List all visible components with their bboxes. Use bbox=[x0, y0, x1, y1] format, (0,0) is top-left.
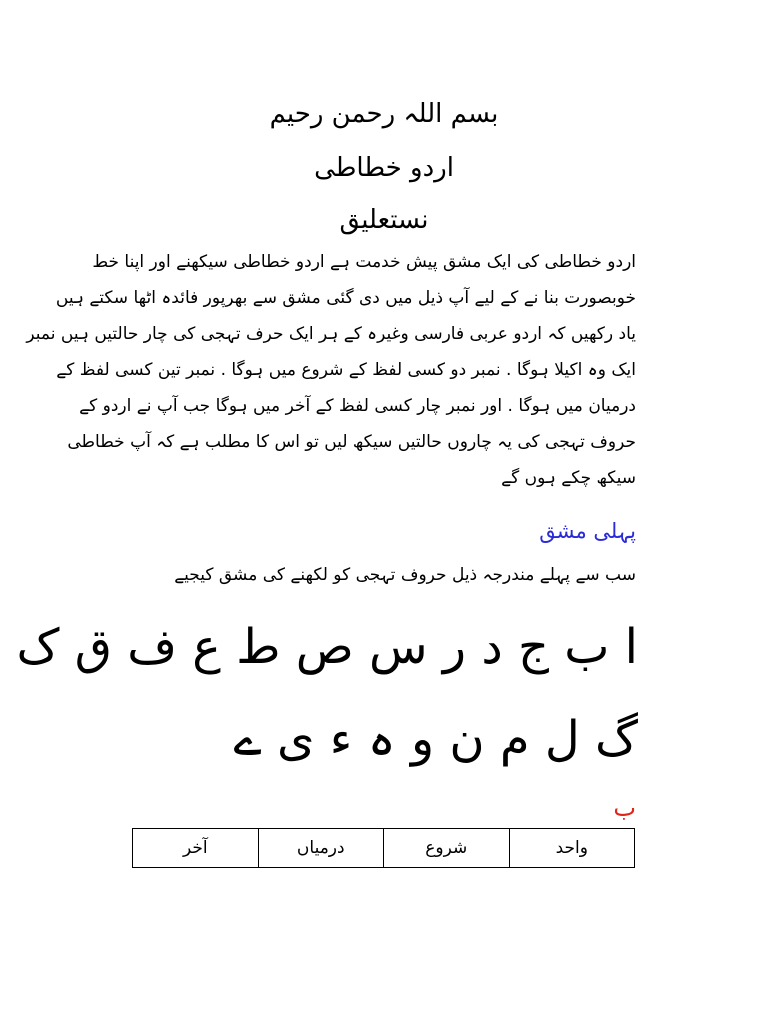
intro-line: درمیان میں ہوگا . اور نمبر چار کسی لفظ کے آخر میں ہوگا جب آپ نے اردو کے bbox=[79, 396, 636, 416]
letter-label: ب bbox=[613, 794, 636, 822]
table-header-cell: شروع bbox=[384, 829, 510, 868]
exercise-instruction: سب سے پہلے مندرجہ ذیل حروف تہجی کو لکھنے کی مشق کیجیے bbox=[174, 565, 636, 585]
exercise-heading: پہلی مشق bbox=[539, 519, 636, 543]
intro-line: اردو خطاطی کی ایک مشق پیش خدمت ہے اردو خطاطی سیکھنے اور اپنا خط bbox=[92, 252, 636, 272]
table-header-cell: واحد bbox=[509, 829, 635, 868]
intro-line: خوبصورت بنا نے کے لیے آپ ذیل میں دی گئی مشق سے بھرپور فائدہ اٹھا سکتے ہیں bbox=[55, 288, 636, 308]
table-header-cell: آخر bbox=[133, 829, 259, 868]
table-header-cell: درمیاں bbox=[258, 829, 384, 868]
intro-line: یاد رکھیں کہ اردو عربی فارسی وغیرہ کے ہر ایک حرف تہجی کی چار حالتیں ہیں نمبر bbox=[26, 324, 636, 344]
document-subtitle: نستعلیق bbox=[339, 205, 429, 235]
document-title: اردو خطاطی bbox=[314, 153, 454, 183]
intro-line: حروف تہجی کی یہ چاروں حالتیں سیکھ لیں تو اس کا مطلب ہے کہ آپ خطاطی bbox=[67, 432, 636, 452]
intro-paragraph bbox=[26, 244, 636, 496]
intro-line: سیکھ چکے ہوں گے bbox=[501, 468, 636, 488]
bismillah-line: بسم اللہ رحمن رحیم bbox=[269, 99, 499, 129]
alphabet-row-1: ا ب ج د ر س ص ط ع ف ق ک bbox=[16, 619, 638, 675]
alphabet-row-2: گ ل م ن و ہ ء ی ے bbox=[233, 711, 638, 767]
table-row bbox=[133, 829, 635, 868]
intro-line: ایک وہ اکیلا ہوگا . نمبر دو کسی لفظ کے شروع میں ہوگا . نمبر تین کسی لفظ کے bbox=[56, 360, 636, 380]
letter-forms-table bbox=[132, 828, 635, 868]
